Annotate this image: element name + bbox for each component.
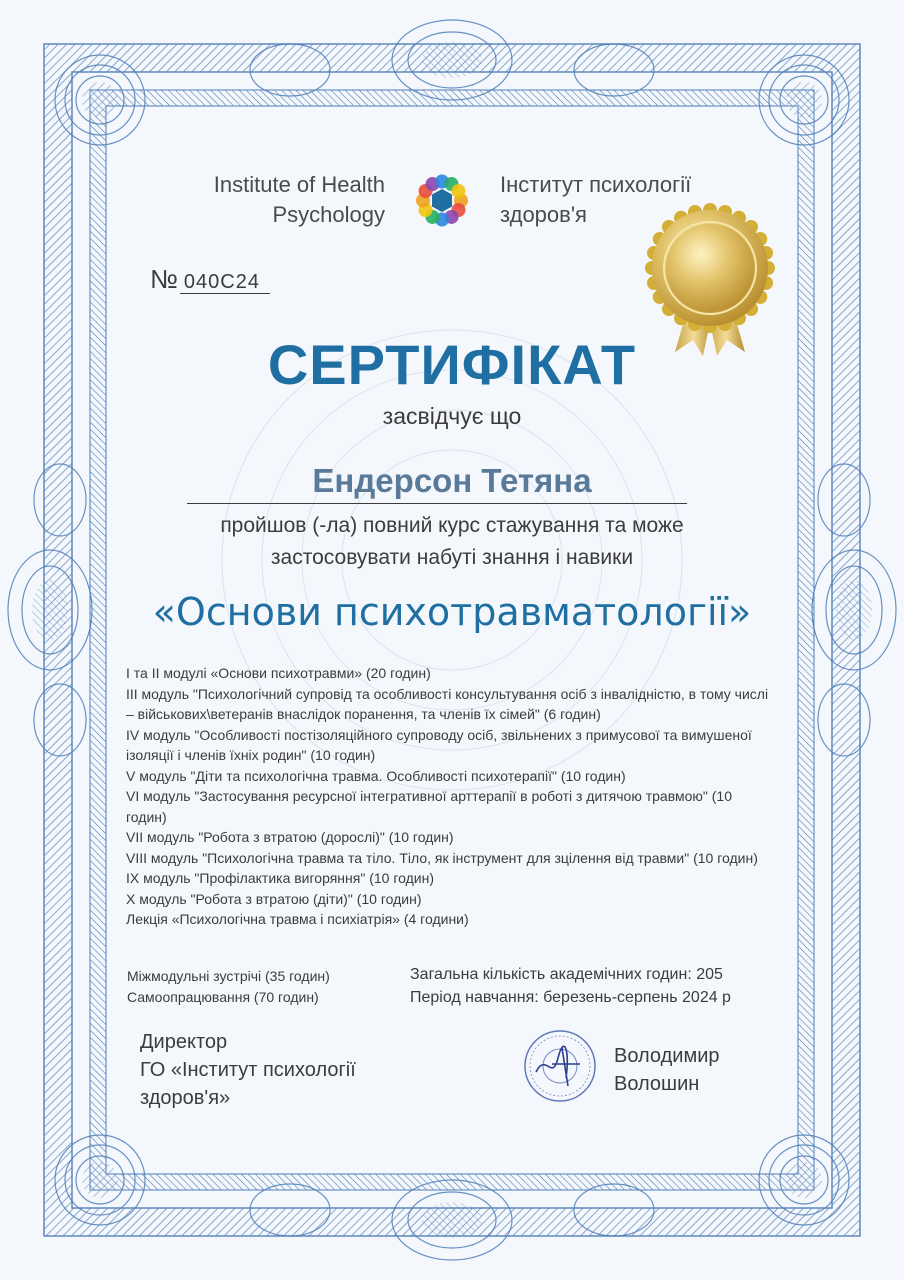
institute-logo-icon [410, 172, 474, 230]
intermodule-meetings: Міжмодульні зустрічі (35 годин) [127, 968, 330, 984]
module-item: VIII модуль "Психологічна травма та тіло. Тіло, як інструмент для зцілення від травми" (10 годин) [126, 849, 758, 866]
certifies-text: засвідчує що [382, 403, 522, 429]
org-name-en-line2: Psychology [272, 202, 385, 227]
module-list [126, 663, 776, 930]
org-name-ua-line1: Інститут психології [500, 172, 692, 197]
signer-first-name: Володимир [614, 1045, 720, 1067]
completion-statement [100, 510, 804, 574]
module-item: ІІІ модуль "Психологічний супровід та особливості консультування осіб з інвалідністю, в тому числі – військових\ветеранів внаслідок поранення, та членів їх сімей" (6 годин) [126, 685, 769, 722]
additional-activities [127, 966, 330, 1008]
module-item: Лекція «Психологічна травма і психіатрія» (4 години) [126, 911, 469, 927]
module-item: І та ІІ модулі «Основи психотравми» (20 годин) [126, 665, 431, 681]
recipient-name: Ендерсон Тетяна [312, 462, 592, 499]
module-item: VII модуль "Робота з втратою (дорослі)" (10 годин) [126, 829, 454, 845]
completion-line2: застосовувати набуті знання і навики [270, 546, 634, 569]
director-line1: Директор [140, 1031, 228, 1053]
director-line2: ГО «Інститут психології [140, 1059, 356, 1081]
module-item: X модуль "Робота з втратою (діти)" (10 годин) [126, 890, 422, 907]
module-item: V модуль "Діти та психологічна травма. Особливості психотерапії" (10 годин) [126, 767, 626, 784]
signer-name [614, 1042, 720, 1098]
signature-stamp-icon [522, 1028, 598, 1104]
module-item: IV модуль "Особливості постізоляційного супроводу осіб, звільнених з примусової та вимушеної ізоляції і членів їхніх родин" (10 годин) [126, 726, 752, 763]
module-item: VI модуль "Застосування ресурсної інтегративної арттерапії в роботі з дитячою травмою" (10 годин) [126, 788, 733, 825]
study-period: Період навчання: березень-серпень 2024 р [410, 989, 731, 1006]
course-summary [410, 963, 731, 1009]
director-line3: здоров'я» [140, 1087, 231, 1109]
name-underline [187, 503, 687, 504]
total-hours: Загальна кількість академічних годин: 205 [410, 966, 723, 983]
org-name-ua-line2: здоров'я [500, 202, 587, 227]
number-label: № [150, 264, 178, 294]
org-name-en-line1: Institute of Health [213, 172, 385, 197]
course-title: «Основи психотравматології» [152, 590, 752, 634]
certificate-number [150, 264, 270, 295]
director-title [140, 1028, 356, 1112]
org-name-en [150, 170, 385, 230]
number-value: 040C24 [180, 271, 270, 294]
module-item: IX модуль "Профілактика вигоряння" (10 годин) [126, 870, 434, 886]
certificate-title: СЕРТИФІКАТ [267, 333, 637, 396]
completion-line1: пройшов (-ла) повний курс стажування та може [220, 514, 684, 537]
self-study: Самоопрацювання (70 годин) [127, 989, 319, 1005]
signer-last-name: Волошин [614, 1073, 700, 1095]
